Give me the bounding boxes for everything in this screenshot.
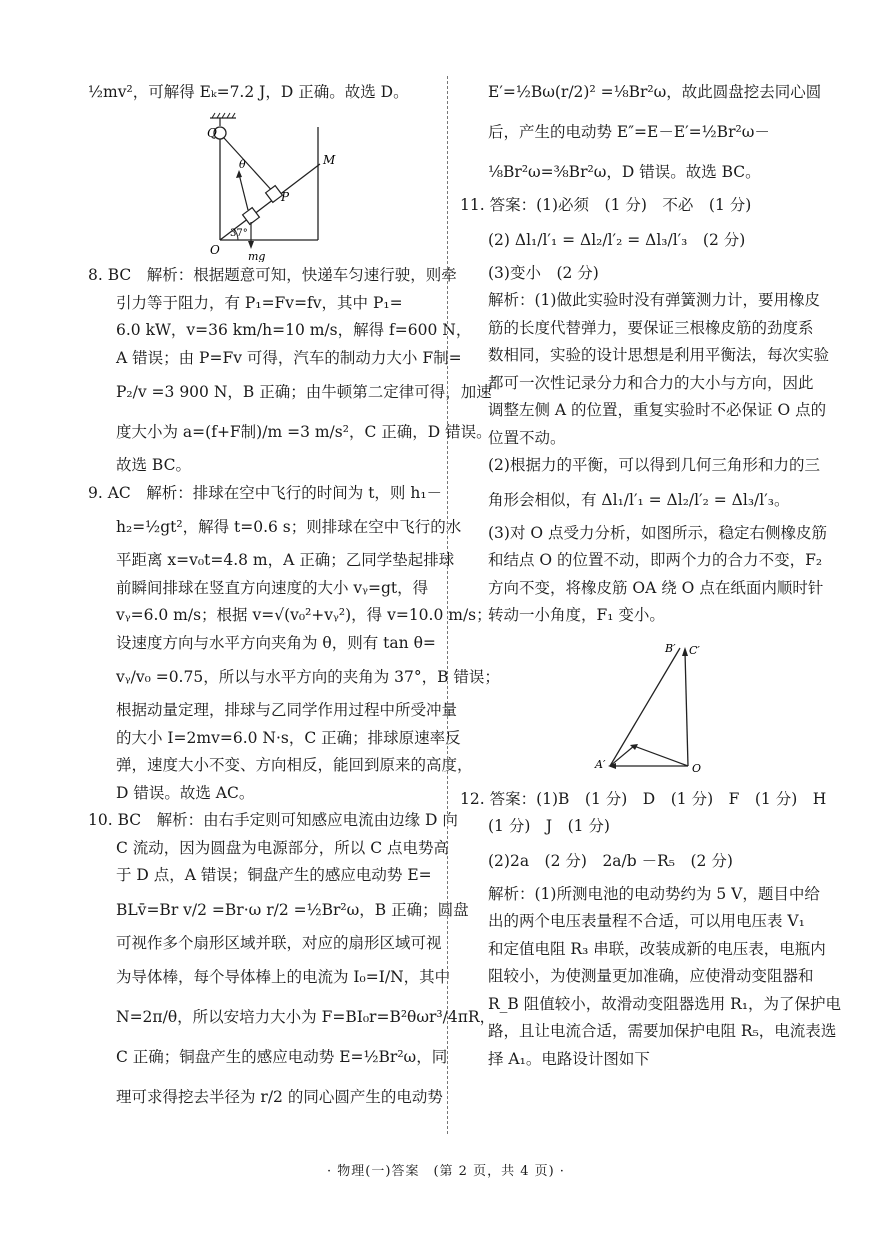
text-line: h₂=½gt²，解得 t=0.6 s；则排球在空中飞行的水 — [116, 518, 462, 536]
text-line: (2)2a (2 分) 2a/b －R₅ (2 分) — [488, 851, 733, 870]
force-triangle-diagram — [460, 630, 810, 786]
text-line: vᵧ=6.0 m/s；根据 v=√(v₀²+vᵧ²)，得 v=10.0 m/s； — [116, 606, 492, 624]
text-line: 转动一小角度，F₁ 变小。 — [488, 606, 665, 624]
right-bottom — [460, 786, 842, 1074]
text-line: 弹，速度大小不变、方向相反，能回到原来的高度， — [116, 756, 473, 774]
text-line: 为导体棒，每个导体棒上的电流为 I₀=I/N，其中 — [116, 968, 451, 986]
text-line: 后，产生的电动势 E″=E－E′=½Br²ω－ — [488, 123, 770, 141]
text-line: 11. 答案：(1)必须 (1 分) 不必 (1 分) — [460, 196, 752, 214]
text-line: A 错误；由 P=Fv 可得，汽车的制动力大小 F制= — [116, 348, 462, 367]
text-line: ⅛Br²ω=⅜Br²ω，D 错误。故选 BC。 — [488, 163, 761, 181]
text-line: (1 分) J (1 分) — [488, 817, 610, 835]
text-line: 理可求得挖去半径为 r/2 的同心圆产生的电动势 — [116, 1088, 443, 1106]
text-line: 路，且让电流合适，需要加保护电阻 R₅，电流表选 — [488, 1022, 837, 1040]
text-line: 数相同，实验的设计思想是利用平衡法，每次实验 — [488, 346, 830, 364]
text-line: 平距离 x=v₀t=4.8 m，A 正确；乙同学垫起排球 — [116, 551, 455, 569]
text-line: C 正确；铜盘产生的感应电动势 E=½Br²ω，同 — [116, 1048, 448, 1066]
text-line: 方向不变，将橡皮筋 OA 绕 O 点在纸面内顺时针 — [488, 578, 824, 597]
force-triangle-figure — [460, 630, 810, 786]
text-line: 前瞬间排球在竖直方向速度的大小 vᵧ=gt，得 — [116, 578, 429, 597]
right-top — [460, 72, 830, 630]
label-mg: mg — [248, 250, 266, 262]
text-line: 可视作多个扇形区域并联，对应的扇形区域可视 — [116, 933, 442, 952]
text-line: vᵧ/v₀ =0.75，所以与水平方向的夹角为 37°，B 错误； — [116, 668, 500, 686]
label-m: M — [323, 153, 336, 167]
text-line: 择 A₁。电路设计图如下 — [488, 1049, 650, 1068]
left-intro — [88, 72, 438, 112]
left-column — [88, 72, 500, 1117]
text-line: (2) Δl₁/l′₁ = Δl₂/l′₂ = Δl₃/l′₃ (2 分) — [488, 230, 746, 249]
text-line: 9. AC 解析：排球在空中飞行的时间为 t，则 h₁－ — [88, 483, 443, 502]
text-line: 根据动量定理，排球与乙同学作用过程中所受冲量 — [116, 701, 458, 719]
text-line: E′=½Bω(r/2)² =⅛Br²ω，故此圆盘挖去同心圆 — [488, 83, 822, 101]
label-angle: 37° — [230, 228, 248, 239]
text-line: (2)根据力的平衡，可以得到几何三角形和力的三 — [488, 456, 820, 474]
text-line: R_B 阻值较小，故滑动变阻器选用 R₁，为了保护电 — [488, 994, 842, 1013]
text-line: 故选 BC。 — [116, 456, 191, 474]
text-line: 6.0 kW，v=36 km/h=10 m/s，解得 f=600 N， — [116, 321, 472, 339]
text-line: 位置不动。 — [488, 428, 566, 447]
text-line: N=2π/θ，所以安培力大小为 F=BI₀r=B²θωr³/4πR， — [116, 1008, 496, 1026]
text-line: 8. BC 解析：根据题意可知，快递车匀速行驶，则牵 — [88, 266, 457, 284]
text-line: 和结点 O 的位置不动，即两个力的合力不变，F₂ — [488, 551, 823, 569]
label-p: P — [281, 190, 290, 204]
pulley-diagram — [88, 112, 438, 262]
text-line: 12. 答案：(1)B (1 分) D (1 分) F (1 分) H — [460, 789, 827, 808]
text-line: 都可一次性记录分力和合力的大小与方向，因此 — [488, 373, 814, 392]
pulley-figure — [88, 112, 438, 262]
page-footer: · 物理(一)答案 (第 2 页，共 4 页) · — [327, 1164, 565, 1179]
text-line: C 流动，因为圆盘为电源部分，所以 C 点电势高 — [116, 838, 450, 857]
text-line: P₂/v =3 900 N，B 正确；由牛顿第二定律可得，加速 — [116, 383, 492, 401]
label-theta: θ — [239, 158, 246, 171]
text-line: 出的两个电压表量程不合适，可以用电压表 V₁ — [488, 912, 805, 930]
label-c: C′ — [689, 643, 700, 657]
text-line: 和定值电阻 R₃ 串联，改装成新的电压表，电瓶内 — [488, 939, 826, 958]
text-line: 角形会相似，有 Δl₁/l′₁ = Δl₂/l′₂ = Δl₃/l′₃。 — [488, 490, 790, 509]
text-line: 度大小为 a=(f+F制)/m =3 m/s²，C 正确，D 错误。 — [116, 423, 492, 441]
label-b: B′ — [665, 641, 676, 655]
text-line: 阻较小，为使测量更加准确，应使滑动变阻器和 — [488, 967, 814, 985]
label-q: Q — [207, 126, 217, 140]
text-line: D 错误。故选 AC。 — [116, 783, 255, 802]
text-line: ½mv²，可解得 Eₖ=7.2 J，D 正确。故选 D。 — [88, 83, 409, 101]
text-line: 解析：(1)所测电池的电动势约为 5 V，题目中给 — [488, 884, 820, 903]
label-o: O — [210, 243, 220, 257]
right-column — [460, 72, 842, 1073]
text-line: 的大小 I=2mv=6.0 N·s，C 正确；排球原速率反 — [116, 728, 461, 747]
label-a: A′ — [595, 757, 606, 771]
column-divider — [447, 76, 448, 1134]
text-line: 调整左侧 A 的位置，重复实验时不必保证 O 点的 — [488, 401, 827, 419]
text-line: (3)对 O 点受力分析，如图所示，稳定右侧橡皮筋 — [488, 523, 828, 542]
left-answers — [88, 262, 500, 1117]
label-o2: O — [692, 761, 702, 775]
text-line: BLv̄=Br v/2 =Br·ω r/2 =½Br²ω，B 正确；圆盘 — [116, 900, 469, 919]
text-line: (3)变小 (2 分) — [488, 263, 599, 282]
text-line: 于 D 点，A 错误；铜盘产生的感应电动势 E= — [116, 866, 432, 884]
text-line: 10. BC 解析：由右手定则可知感应电流由边缘 D 向 — [88, 811, 458, 829]
text-line: 设速度方向与水平方向夹角为 θ，则有 tan θ= — [116, 633, 436, 652]
text-line: 筋的长度代替弹力，要保证三根橡皮筋的劲度系 — [488, 318, 814, 337]
text-line: 引力等于阻力，有 P₁=Fv=fv，其中 P₁= — [116, 293, 403, 312]
text-line: 解析：(1)做此实验时没有弹簧测力计，要用橡皮 — [488, 291, 820, 309]
